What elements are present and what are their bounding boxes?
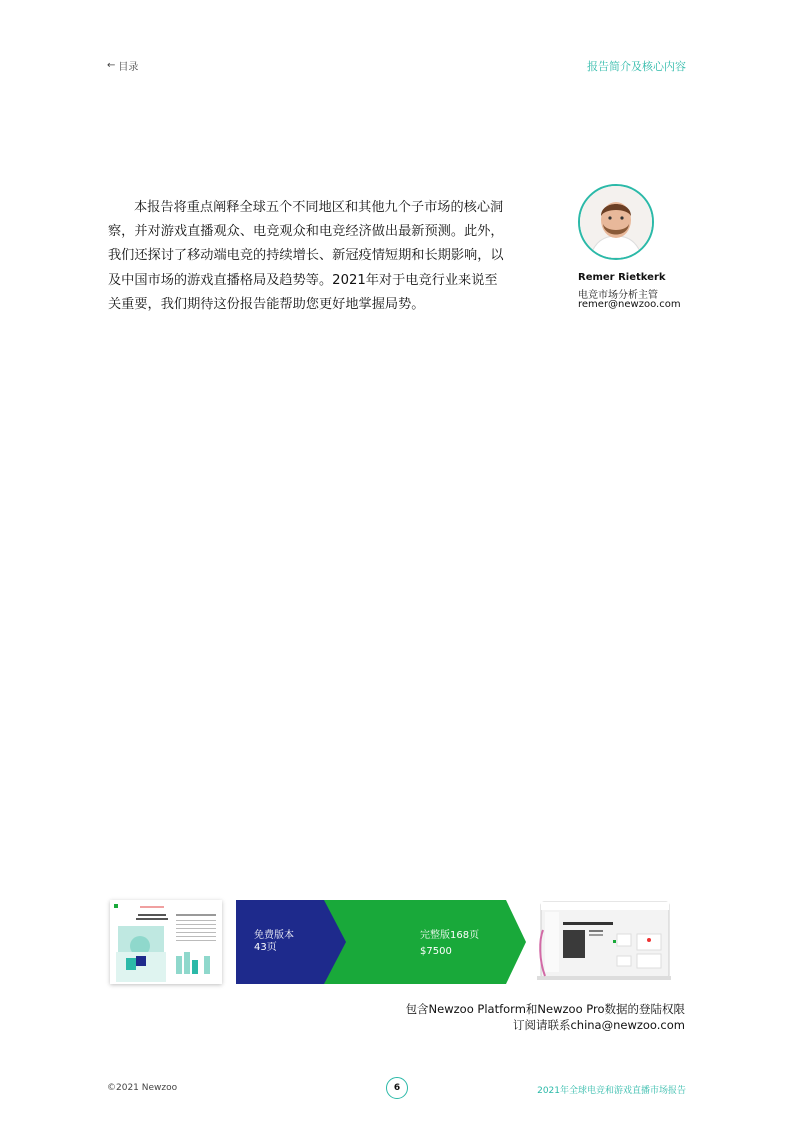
author-name: Remer Rietkerk [578, 272, 666, 283]
free-edition-label [254, 930, 294, 954]
page-number-badge [386, 1077, 408, 1099]
full-edition-label [420, 930, 479, 958]
author-avatar [578, 184, 654, 260]
author-role: 电竞市场分析主管 [578, 290, 658, 301]
section-title[interactable]: 报告简介及核心内容 [587, 60, 686, 73]
free-edition-pages: 43页 [254, 942, 277, 953]
footer-report-title: 2021年全球电竞和游戏直播市场报告 [537, 1086, 686, 1096]
free-edition-title: 免费版本 [254, 930, 294, 941]
full-edition-price: $7500 [420, 946, 452, 957]
platform-screenshot-image [537, 900, 671, 984]
back-label: 目录 [118, 62, 139, 73]
arrow-left-icon: ← [107, 60, 116, 71]
intro-paragraph: 本报告将重点阐释全球五个不同地区和其他九个子市场的核心洞察，并对游戏直播观众、电竞观众和电竞经济做出最新预测。此外，我们还探讨了移动端电竞的持续增长、新冠疫情短期和长期影响，以及中国市场的游戏直播格局及趋势等。2021年对于电竞行业来说至关重要，我们期待这份报告能帮助您更好地掌握局势。 [108, 200, 504, 312]
full-edition-title: 完整版168页 [420, 930, 480, 941]
back-to-contents-link[interactable] [107, 58, 138, 73]
free-report-cover-image [110, 900, 222, 984]
page-number: 6 [393, 1083, 401, 1093]
promo-note-access: 包含Newzoo Platform和Newzoo Pro数据的登陆权限 [405, 1002, 685, 1016]
footer-copyright: ©2021 Newzoo [107, 1083, 178, 1093]
author-email[interactable]: remer@newzoo.com [578, 299, 681, 310]
promo-note-contact: 订阅请联系china@newzoo.com [512, 1018, 685, 1032]
